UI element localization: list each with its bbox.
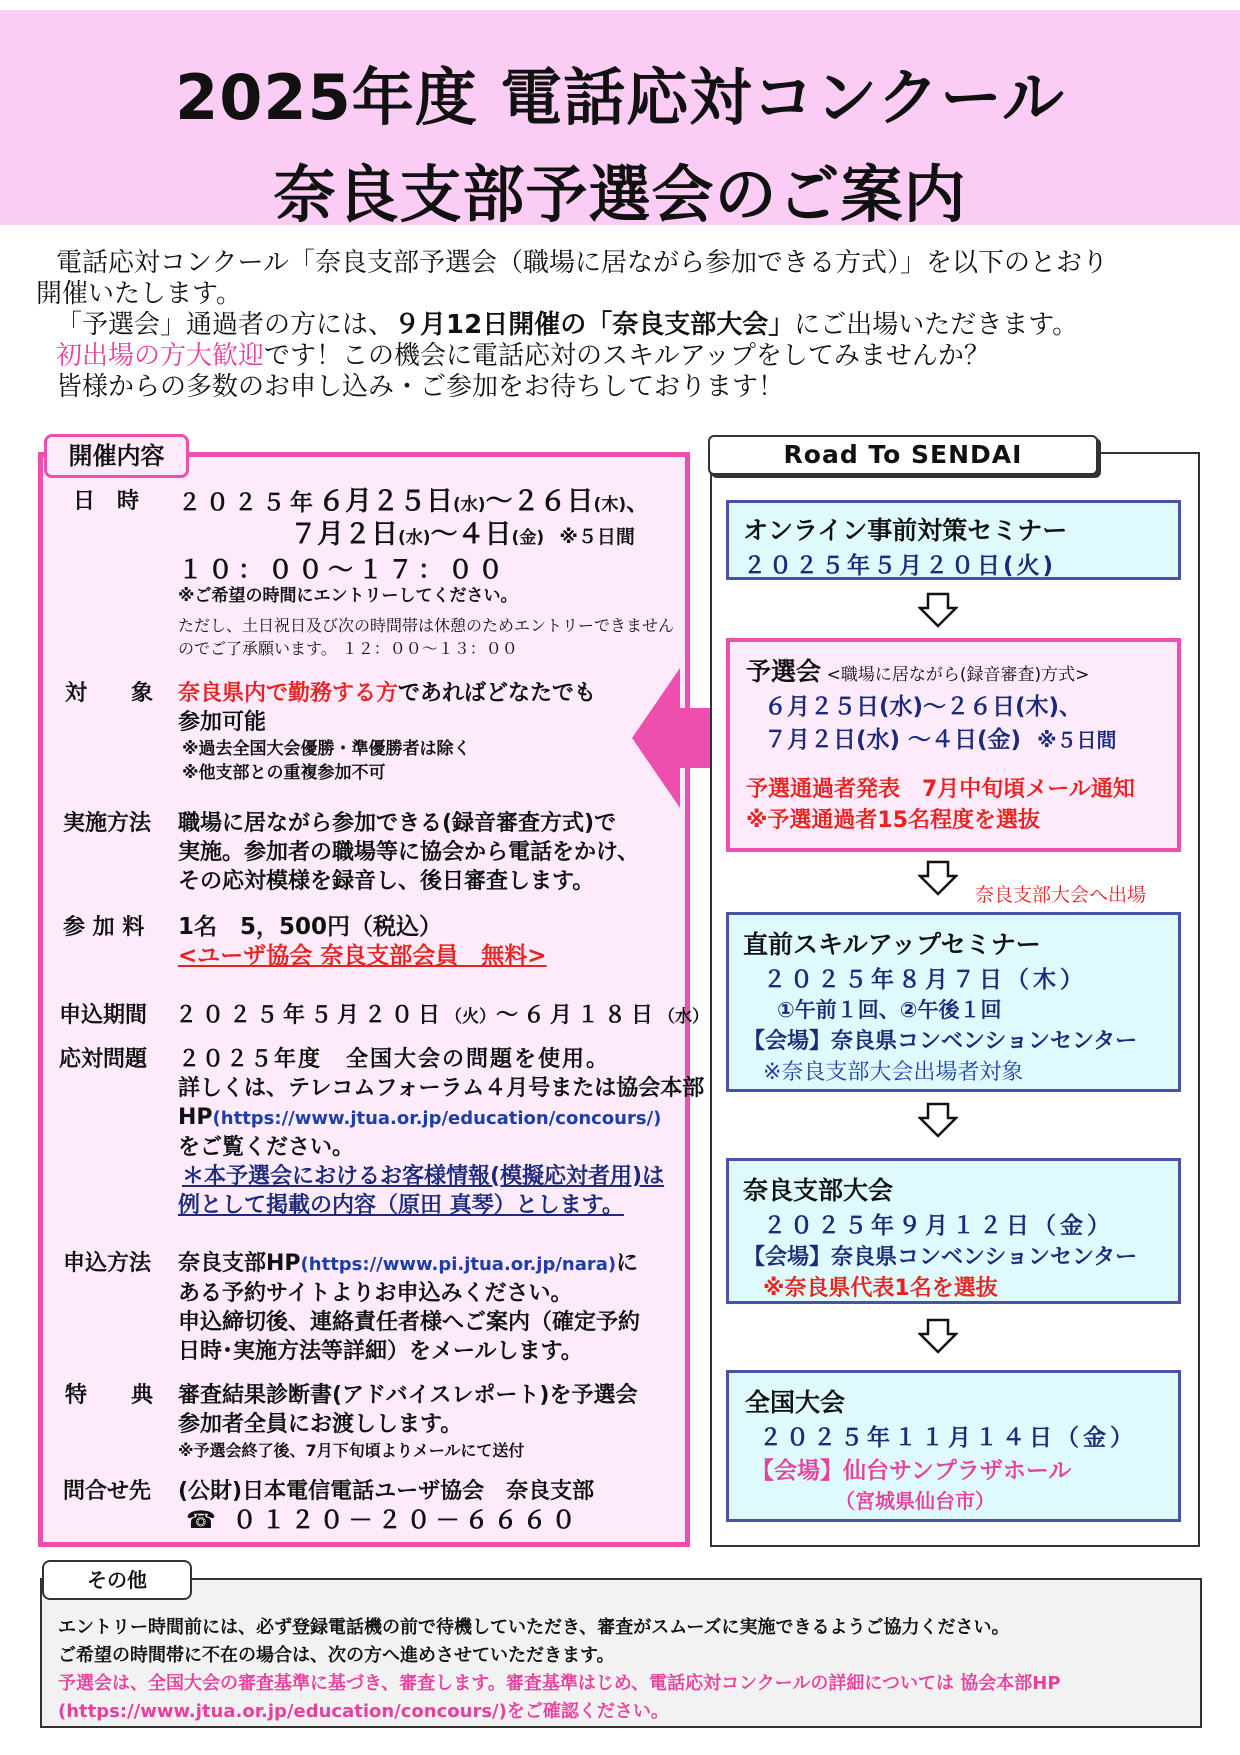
step-preliminary (726, 638, 1181, 852)
target-label: 対 象 (65, 681, 154, 706)
step4-title: 奈良支部大会 (743, 1176, 894, 1205)
down-arrow-icon (918, 1318, 958, 1354)
step5-city: （宮城県仙台市） (835, 1489, 995, 1513)
road-tab: Road To SENDAI (708, 435, 1098, 475)
apply-label: 申込方法 (63, 1251, 152, 1276)
other-panel (40, 1578, 1202, 1728)
step2-5days: ※５日間 (1037, 728, 1117, 752)
step5-venue: 【会場】仙台サンプラザホール (751, 1458, 1072, 1484)
method-label: 実施方法 (63, 811, 152, 836)
date-june: ６月２５日 (318, 486, 453, 517)
step4-select: ※奈良県代表1名を選抜 (763, 1276, 998, 1301)
date-thu: (木) (593, 495, 627, 515)
date-note2: ただし、土日祝日及び次の時間帯は休憩のためエントリーできません (178, 616, 675, 635)
down-arrow-icon (918, 1102, 958, 1138)
step4-date: ２０２５年９月１２日（金） (763, 1213, 1114, 1239)
date-year: ２０２５年 (178, 490, 318, 516)
step2-select: ※予選通過者15名程度を選抜 (746, 808, 1041, 833)
period-end: ～６月１８日 (496, 1003, 659, 1028)
step2-title: 予選会 (746, 657, 822, 686)
date-july: ７月２日 (290, 519, 398, 550)
phone-icon: ☎ (186, 1506, 216, 1534)
contact-value (178, 1477, 698, 1535)
fee-label: 参 加 料 (63, 915, 145, 940)
page-subtitle: 奈良支部予選会のご案内 (273, 158, 967, 231)
other-l2: ご希望の時間帯に不在の場合は、次の方へ進めさせていただきます。 (58, 1645, 615, 1666)
date-26: ～２６日 (485, 486, 594, 517)
problem-value (178, 1045, 705, 1220)
down-arrow-icon (918, 592, 958, 628)
benefit-label: 特 典 (65, 1383, 154, 1408)
intro-line2: 開催いたします。 (36, 279, 242, 309)
problem-l1: ２０２５年度 全国大会の問題を使用。 (178, 1047, 611, 1072)
benefit-note: ※予選会終了後、7月下旬頃よりメールにて送付 (178, 1441, 525, 1460)
step2-date1: ６月２５日(水)～２６日(木)、 (764, 694, 1083, 720)
date-time: １０：００～１７：００ (178, 555, 509, 584)
intro-line1: 電話応対コンクール「奈良支部予選会（職場に居ながら参加できる方式）」を以下のとおり (56, 248, 1108, 278)
target-note2: ※他支部との重複参加不可 (182, 763, 386, 783)
step2-announce: 予選通過者発表 7月中旬頃メール通知 (746, 777, 1135, 802)
step-skillup-seminar (726, 912, 1181, 1092)
apply-l2: ある予約サイトよりお申込みください。 (178, 1281, 573, 1306)
method-l2: 実施。参加者の職場等に協会から電話をかけ、 (178, 840, 640, 865)
step4-venue: 【会場】奈良県コンベンションセンター (743, 1245, 1138, 1270)
arrow-note: 奈良支部大会へ出場 (975, 884, 1147, 906)
date-5days: ※５日間 (559, 526, 635, 548)
benefit-l1: 審査結果診断書(アドバイスレポート)を予選会 (178, 1383, 638, 1408)
step5-date: ２０２５年１１月１４日（金） (759, 1425, 1137, 1451)
problem-url[interactable]: (https://www.jtua.or.jp/education/concours/) (212, 1108, 662, 1129)
intro-line3-highlight: ９月12日開催の「奈良支部大会」 (394, 310, 795, 340)
problem-l2: 詳しくは、テレコムフォーラム４月号または協会本部 (178, 1076, 705, 1101)
apply-l3: 申込締切後、連絡責任者様へご案内（確定予約 (178, 1310, 641, 1335)
intro-text (36, 248, 1216, 403)
date-wed2: (水) (398, 528, 431, 548)
period-start: ２０２５年５月２０日 (175, 1003, 446, 1028)
step3-sessions: ①午前１回、②午後１回 (777, 998, 1002, 1022)
pink-left-arrow (632, 668, 722, 808)
apply-url[interactable]: (https://www.pi.jtua.or.jp/nara) (300, 1254, 617, 1275)
apply-l4: 日時･実施方法等詳細）をメールします。 (178, 1339, 583, 1364)
intro-line4-b: です！この機会に電話応対のスキルアップをしてみませんか？ (264, 341, 990, 371)
intro-line5: 皆様からの多数のお申し込み・ご参加をお待ちしております！ (56, 372, 785, 402)
date-label: 日 時 (73, 489, 140, 514)
intro-welcome: 初出場の方大歓迎 (56, 341, 265, 371)
problem-l4: をご覧ください。 (178, 1135, 355, 1160)
intro-line3-c: にご出場いただきます。 (794, 310, 1079, 340)
date-wed: (水) (453, 495, 486, 515)
date-comma: 、 (626, 490, 650, 516)
fee-member-free: <ユーザ協会 奈良支部会員 無料> (178, 943, 547, 969)
apply-ni: に (616, 1251, 639, 1276)
contact-label: 問合せ先 (63, 1479, 152, 1504)
method-value (178, 809, 698, 896)
step1-date: ２０２５年５月２０日(火) (743, 553, 1057, 579)
date-fri: (金) (511, 528, 545, 548)
target-highlight: 奈良県内で勤務する方 (178, 681, 399, 706)
date-4: ～４日 (430, 519, 512, 550)
problem-hp: HP (178, 1105, 213, 1130)
step-national-convention (726, 1370, 1181, 1522)
other-tab: その他 (42, 1560, 192, 1600)
fee-l1: 1名 5，500円（税込） (178, 914, 443, 940)
date-note: ※ご希望の時間にエントリーしてください。 (178, 586, 518, 606)
intro-line3-a: 「予選会」通過者の方には、 (56, 310, 395, 340)
step-nara-branch-convention (726, 1158, 1181, 1304)
step2-date2: ７月２日(水) ～４日(金) (764, 727, 1022, 753)
period-wed: （水） (658, 1007, 710, 1027)
period-value (175, 1001, 710, 1032)
method-l1: 職場に居ながら参加できる(録音審査方式)で (178, 811, 617, 836)
page-title: 2025年度 電話応対コンクール (175, 61, 1065, 134)
details-panel (38, 452, 710, 1547)
problem-note2: 例として掲載の内容（原田 真琴）とします。 (178, 1193, 624, 1218)
target-l2: 参加可能 (178, 710, 267, 735)
fee-value (178, 913, 698, 971)
intro-line3 (36, 310, 1216, 341)
step1-title: オンライン事前対策セミナー (743, 516, 1068, 545)
down-arrow-icon (918, 860, 958, 896)
other-l1: エントリー時間前には、必ず登録電話機の前で待機していただき、審査がスムーズに実施できるようご協力ください。 (58, 1617, 1010, 1638)
problem-label: 応対問題 (59, 1047, 148, 1072)
benefit-l2: 参加者全員にお渡しします。 (178, 1412, 463, 1437)
benefit-value (178, 1381, 698, 1463)
problem-note1: ＊本予選会におけるお客様情報(模擬応対者用)は (182, 1164, 665, 1189)
step3-date: ２０２５年８月７日（木） (763, 967, 1087, 993)
other-url[interactable]: (https://www.jtua.or.jp/education/concours/)をご確認ください。 (58, 1701, 669, 1722)
title-banner (0, 10, 1240, 231)
other-l3: 予選会は、全国大会の審査基準に基づき、審査します。審査基準はじめ、電話応対コンクールの詳細については 協会本部HP (58, 1673, 1061, 1694)
date-note3: のでご了承願います。 １２：００～１３：００ (178, 639, 518, 658)
period-tue: （火） (445, 1007, 497, 1027)
contact-org: (公財)日本電信電話ユーザ協会 奈良支部 (178, 1479, 595, 1504)
method-l3: その応対模様を録音し、後日審査します。 (178, 869, 595, 894)
apply-value (178, 1249, 698, 1366)
contact-phone[interactable]: ０１２０－２０－６６６０ (232, 1506, 581, 1534)
target-value (178, 679, 698, 785)
period-label: 申込期間 (59, 1003, 148, 1028)
target-note1: ※過去全国大会優勝・準優勝者は除く (182, 739, 471, 759)
step3-note: ※奈良支部大会出場者対象 (763, 1060, 1024, 1085)
step2-subtitle: <職場に居ながら(録音審査)方式> (826, 665, 1090, 685)
apply-hp: 奈良支部HP (178, 1251, 301, 1276)
step5-title: 全国大会 (745, 1388, 846, 1417)
step-online-seminar (726, 500, 1181, 580)
step3-title: 直前スキルアップセミナー (743, 930, 1041, 959)
step3-venue: 【会場】奈良県コンベンションセンター (743, 1029, 1138, 1054)
details-tab: 開催内容 (44, 434, 189, 478)
target-l1b: であればどなたでも (398, 681, 597, 706)
intro-line4 (36, 341, 1216, 372)
date-value (178, 487, 698, 660)
